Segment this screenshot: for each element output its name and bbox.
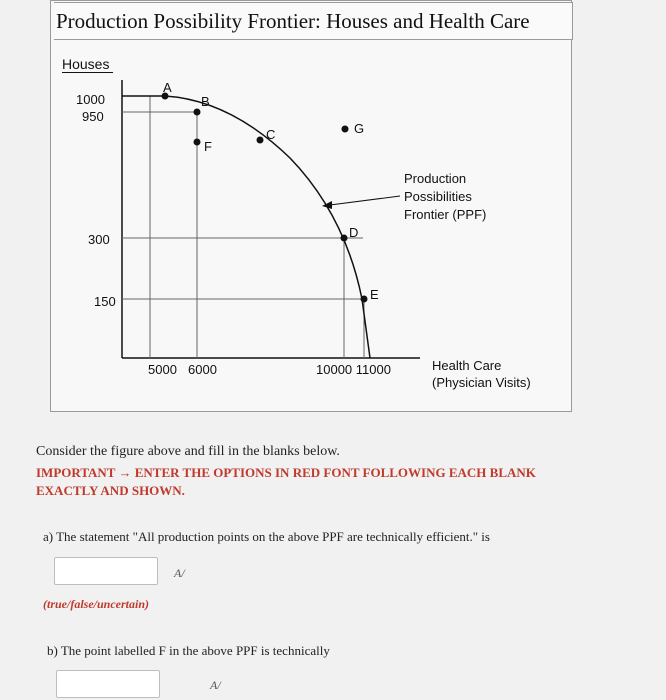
spellcheck-icon[interactable]: A/ bbox=[210, 678, 221, 692]
point-c bbox=[257, 137, 264, 144]
label-e: E bbox=[370, 287, 379, 302]
y-axis-title: Houses bbox=[62, 56, 113, 73]
figure-title: Production Possibility Frontier: Houses and Health Care bbox=[54, 2, 573, 40]
ppf-label-line2: Possibilities bbox=[404, 189, 472, 204]
answer-b-input[interactable] bbox=[56, 670, 160, 698]
label-d: D bbox=[349, 225, 359, 240]
x-tick-5000: 5000 bbox=[148, 362, 177, 377]
important-note: IMPORTANT → ENTER THE OPTIONS IN RED FONT FOLLOWING EACH BLANK EXACTLY AND SHOWN. bbox=[36, 465, 536, 498]
ppf-arrow-line bbox=[330, 196, 400, 205]
ppf-label-line3: Frontier (PPF) bbox=[404, 207, 487, 222]
label-b: B bbox=[201, 94, 210, 109]
x-tick-10000-11000: 10000 11000 bbox=[316, 362, 391, 377]
label-c: C bbox=[266, 127, 276, 142]
question-b: b) The point labelled F in the above PPF is technically bbox=[47, 643, 330, 658]
intro-text: Consider the figure above and fill in the blanks below. bbox=[36, 444, 340, 459]
point-g bbox=[342, 126, 349, 133]
y-tick-150: 150 bbox=[94, 294, 116, 309]
hint-a: (true/false/uncertain) bbox=[43, 597, 150, 611]
y-tick-950: 950 bbox=[82, 109, 104, 124]
ppf-curve bbox=[122, 96, 370, 358]
x-axis-title-line2: (Physician Visits) bbox=[432, 375, 531, 390]
label-a: A bbox=[163, 80, 172, 95]
y-tick-300: 300 bbox=[88, 232, 110, 247]
question-a: a) The statement "All production points on the above PPF are technically efficient." is bbox=[43, 529, 490, 544]
point-b bbox=[194, 109, 201, 116]
answer-a-input[interactable] bbox=[54, 557, 158, 585]
ppf-label-line1: Production bbox=[404, 171, 467, 186]
y-tick-1000: 1000 bbox=[76, 92, 105, 107]
label-f: F bbox=[204, 139, 212, 154]
point-f bbox=[194, 139, 201, 146]
point-d bbox=[341, 235, 348, 242]
label-g: G bbox=[354, 121, 365, 136]
x-tick-6000: 6000 bbox=[188, 362, 217, 377]
x-axis-title-line1: Health Care bbox=[432, 358, 502, 373]
point-e bbox=[361, 296, 368, 303]
spellcheck-icon[interactable]: A/ bbox=[174, 566, 185, 580]
